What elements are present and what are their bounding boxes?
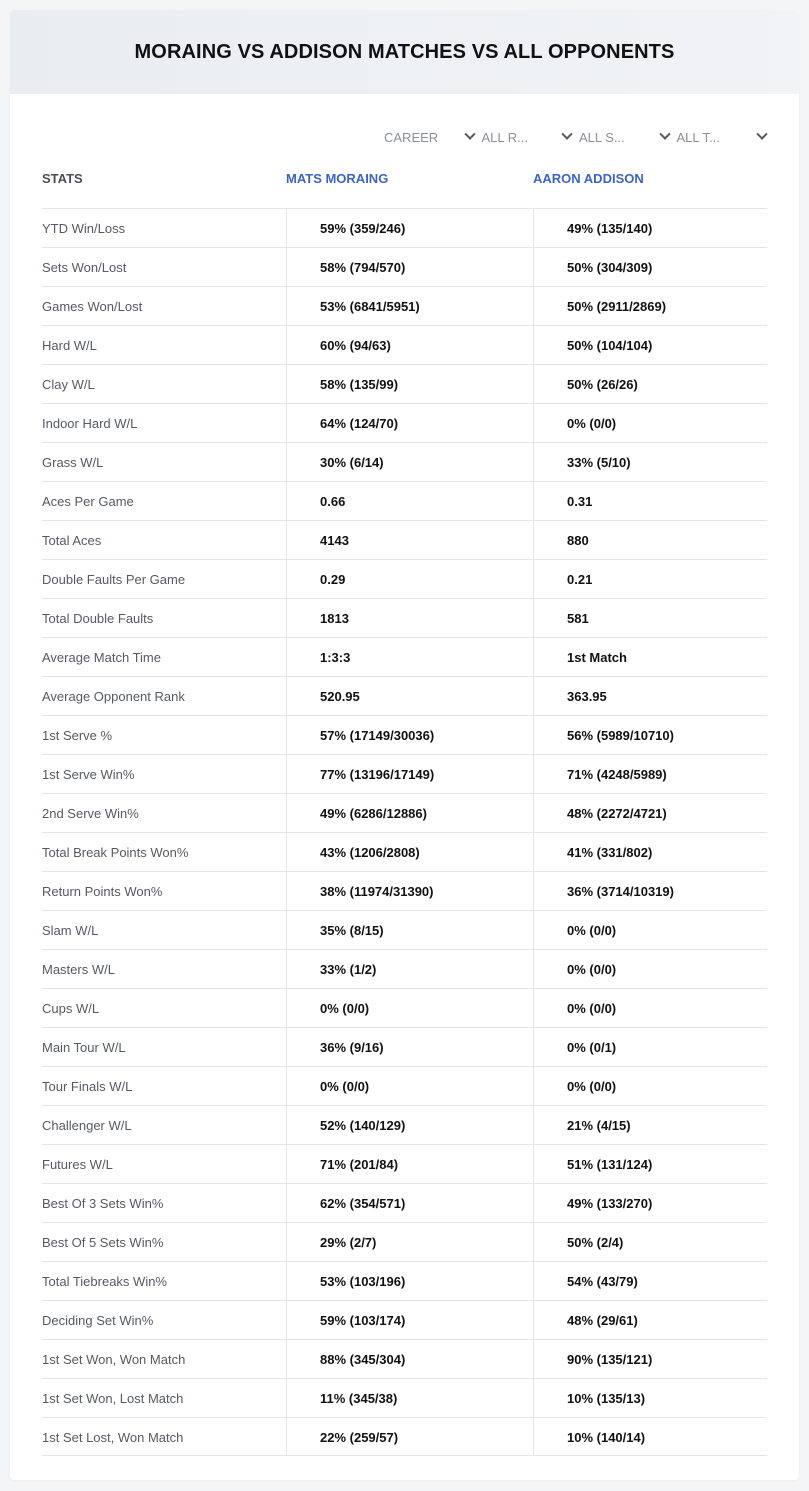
table-row — [42, 793, 767, 832]
stat-label: Average Match Time — [42, 649, 161, 665]
table-header — [42, 172, 767, 208]
stat-label: Main Tour W/L — [42, 1039, 126, 1055]
player1-stat-value: 1:3:3 — [286, 638, 533, 676]
filter-tournaments-select[interactable] — [675, 127, 773, 147]
table-row — [42, 832, 767, 871]
table-row — [42, 1261, 767, 1300]
stat-label: YTD Win/Loss — [42, 220, 126, 236]
filter-label: ALL T... — [676, 129, 720, 145]
table-row — [42, 1183, 767, 1222]
player1-stat-value: 53% (6841/5951) — [286, 287, 533, 325]
table-row — [42, 910, 767, 949]
player2-stat-value: 50% (2/4) — [533, 1223, 767, 1261]
filter-career-select[interactable] — [382, 127, 480, 147]
player1-stat-value: 71% (201/84) — [286, 1145, 533, 1183]
player1-stat-value: 59% (359/246) — [286, 209, 533, 247]
player2-stat-value: 33% (5/10) — [533, 443, 767, 481]
table-row — [42, 208, 767, 247]
player2-stat-value: 0% (0/0) — [533, 989, 767, 1027]
stat-label: 1st Serve Win% — [42, 766, 135, 782]
player1-stat-value: 88% (345/304) — [286, 1340, 533, 1378]
table-row — [42, 442, 767, 481]
player2-stat-value: 363.95 — [533, 677, 767, 715]
stats-table — [42, 208, 767, 1456]
player2-stat-value: 0% (0/0) — [533, 911, 767, 949]
player2-stat-value: 56% (5989/10710) — [533, 716, 767, 754]
stat-label: Slam W/L — [42, 922, 99, 938]
player1-stat-value: 38% (11974/31390) — [286, 872, 533, 910]
filter-label: ALL R... — [481, 129, 528, 145]
player1-stat-value: 58% (135/99) — [286, 365, 533, 403]
table-row — [42, 1105, 767, 1144]
player2-stat-value: 21% (4/15) — [533, 1106, 767, 1144]
player1-stat-value: 53% (103/196) — [286, 1262, 533, 1300]
player2-stat-value: 50% (304/309) — [533, 248, 767, 286]
stat-label: Total Aces — [42, 532, 102, 548]
player1-stat-value: 60% (94/63) — [286, 326, 533, 364]
table-row — [42, 403, 767, 442]
filter-label: CAREER — [384, 129, 439, 145]
table-row — [42, 559, 767, 598]
stat-label: Aces Per Game — [42, 493, 134, 509]
player1-stat-value: 0.66 — [286, 482, 533, 520]
player2-stat-value: 1st Match — [533, 638, 767, 676]
table-row — [42, 247, 767, 286]
player2-stat-value: 50% (2911/2869) — [533, 287, 767, 325]
filter-rounds-select[interactable] — [480, 127, 578, 147]
player2-stat-value: 51% (131/124) — [533, 1145, 767, 1183]
player2-stat-value: 0.21 — [533, 560, 767, 598]
stat-label: Best Of 3 Sets Win% — [42, 1195, 164, 1211]
player2-stat-value: 48% (29/61) — [533, 1301, 767, 1339]
stat-label: Grass W/L — [42, 454, 104, 470]
stat-label: Clay W/L — [42, 376, 95, 392]
table-row — [42, 988, 767, 1027]
stat-label: Total Break Points Won% — [42, 844, 189, 860]
table-row — [42, 1027, 767, 1066]
stat-label: Cups W/L — [42, 1000, 100, 1016]
table-row — [42, 1222, 767, 1261]
table-row — [42, 481, 767, 520]
player2-stat-value: 48% (2272/4721) — [533, 794, 767, 832]
player1-stat-value: 0% (0/0) — [286, 1067, 533, 1105]
stat-label: 1st Set Won, Won Match — [42, 1351, 186, 1367]
stat-label: Average Opponent Rank — [42, 688, 185, 704]
table-row — [42, 715, 767, 754]
stat-label: Games Won/Lost — [42, 298, 143, 314]
player2-stat-value: 0% (0/0) — [533, 1067, 767, 1105]
stat-label: Hard W/L — [42, 337, 97, 353]
stat-label: Return Points Won% — [42, 883, 163, 899]
stat-label: 1st Serve % — [42, 727, 113, 743]
table-row — [42, 1417, 767, 1456]
player1-stat-value: 59% (103/174) — [286, 1301, 533, 1339]
player1-stat-value: 62% (354/571) — [286, 1184, 533, 1222]
table-row — [42, 754, 767, 793]
player1-stat-value: 36% (9/16) — [286, 1028, 533, 1066]
chevron-down-icon — [561, 129, 572, 140]
player2-stat-value: 0% (0/1) — [533, 1028, 767, 1066]
player1-stat-value: 22% (259/57) — [286, 1418, 533, 1456]
player1-stat-value: 30% (6/14) — [286, 443, 533, 481]
column-header-stats: STATS — [42, 171, 83, 186]
player2-stat-value: 50% (104/104) — [533, 326, 767, 364]
table-row — [42, 520, 767, 559]
table-row — [42, 1066, 767, 1105]
player2-stat-value: 0.31 — [533, 482, 767, 520]
player1-stat-value: 35% (8/15) — [286, 911, 533, 949]
player2-stat-value: 50% (26/26) — [533, 365, 767, 403]
stat-label: Total Tiebreaks Win% — [42, 1273, 167, 1289]
player2-stat-value: 36% (3714/10319) — [533, 872, 767, 910]
stat-label: Indoor Hard W/L — [42, 415, 138, 431]
stats-card — [10, 10, 799, 1480]
page-title: MORAING VS ADDISON MATCHES VS ALL OPPONENTS — [134, 40, 675, 63]
player2-stat-value: 41% (331/802) — [533, 833, 767, 871]
player1-stat-value: 52% (140/129) — [286, 1106, 533, 1144]
player1-stat-value: 64% (124/70) — [286, 404, 533, 442]
table-row — [42, 286, 767, 325]
player1-stat-value: 11% (345/38) — [286, 1379, 533, 1417]
player2-stat-value: 90% (135/121) — [533, 1340, 767, 1378]
filter-surfaces-select[interactable] — [577, 127, 675, 147]
player1-stat-value: 0% (0/0) — [286, 989, 533, 1027]
player2-stat-value: 54% (43/79) — [533, 1262, 767, 1300]
player1-stat-value: 4143 — [286, 521, 533, 559]
stat-label: Masters W/L — [42, 961, 115, 977]
table-row — [42, 1378, 767, 1417]
table-row — [42, 871, 767, 910]
stat-label: Sets Won/Lost — [42, 259, 127, 275]
stat-label: 1st Set Lost, Won Match — [42, 1429, 184, 1445]
player2-stat-value: 880 — [533, 521, 767, 559]
table-row — [42, 1300, 767, 1339]
stat-label: Deciding Set Win% — [42, 1312, 154, 1328]
player2-stat-value: 10% (140/14) — [533, 1418, 767, 1456]
player2-stat-value: 10% (135/13) — [533, 1379, 767, 1417]
chevron-down-icon — [464, 129, 475, 140]
stat-label: Best Of 5 Sets Win% — [42, 1234, 164, 1250]
player2-stat-value: 49% (133/270) — [533, 1184, 767, 1222]
player2-stat-value: 0% (0/0) — [533, 950, 767, 988]
stat-label: Challenger W/L — [42, 1117, 132, 1133]
stat-label: 1st Set Won, Lost Match — [42, 1390, 184, 1406]
player2-stat-value: 0% (0/0) — [533, 404, 767, 442]
table-row — [42, 1144, 767, 1183]
stat-label: Futures W/L — [42, 1156, 113, 1172]
card-header — [10, 10, 799, 94]
player1-stat-value: 57% (17149/30036) — [286, 716, 533, 754]
player1-stat-value: 520.95 — [286, 677, 533, 715]
player1-stat-value: 58% (794/570) — [286, 248, 533, 286]
stat-label: Total Double Faults — [42, 610, 154, 626]
player1-stat-value: 49% (6286/12886) — [286, 794, 533, 832]
table-row — [42, 364, 767, 403]
player1-stat-value: 0.29 — [286, 560, 533, 598]
player2-stat-value: 49% (135/140) — [533, 209, 767, 247]
table-row — [42, 949, 767, 988]
player1-name-link[interactable]: MATS MORAING — [286, 171, 389, 186]
player1-stat-value: 43% (1206/2808) — [286, 833, 533, 871]
filter-bar — [382, 127, 772, 147]
player1-stat-value: 29% (2/7) — [286, 1223, 533, 1261]
player1-stat-value: 33% (1/2) — [286, 950, 533, 988]
table-row — [42, 1339, 767, 1378]
player1-stat-value: 1813 — [286, 599, 533, 637]
table-row — [42, 325, 767, 364]
stat-label: Double Faults Per Game — [42, 571, 186, 587]
stat-label: 2nd Serve Win% — [42, 805, 139, 821]
table-row — [42, 676, 767, 715]
chevron-down-icon — [756, 129, 767, 140]
player2-stat-value: 581 — [533, 599, 767, 637]
player2-name-link[interactable]: AARON ADDISON — [533, 171, 644, 186]
chevron-down-icon — [659, 129, 670, 140]
player2-stat-value: 71% (4248/5989) — [533, 755, 767, 793]
table-row — [42, 637, 767, 676]
stat-label: Tour Finals W/L — [42, 1078, 133, 1094]
player1-stat-value: 77% (13196/17149) — [286, 755, 533, 793]
table-row — [42, 598, 767, 637]
filter-label: ALL S... — [579, 129, 625, 145]
